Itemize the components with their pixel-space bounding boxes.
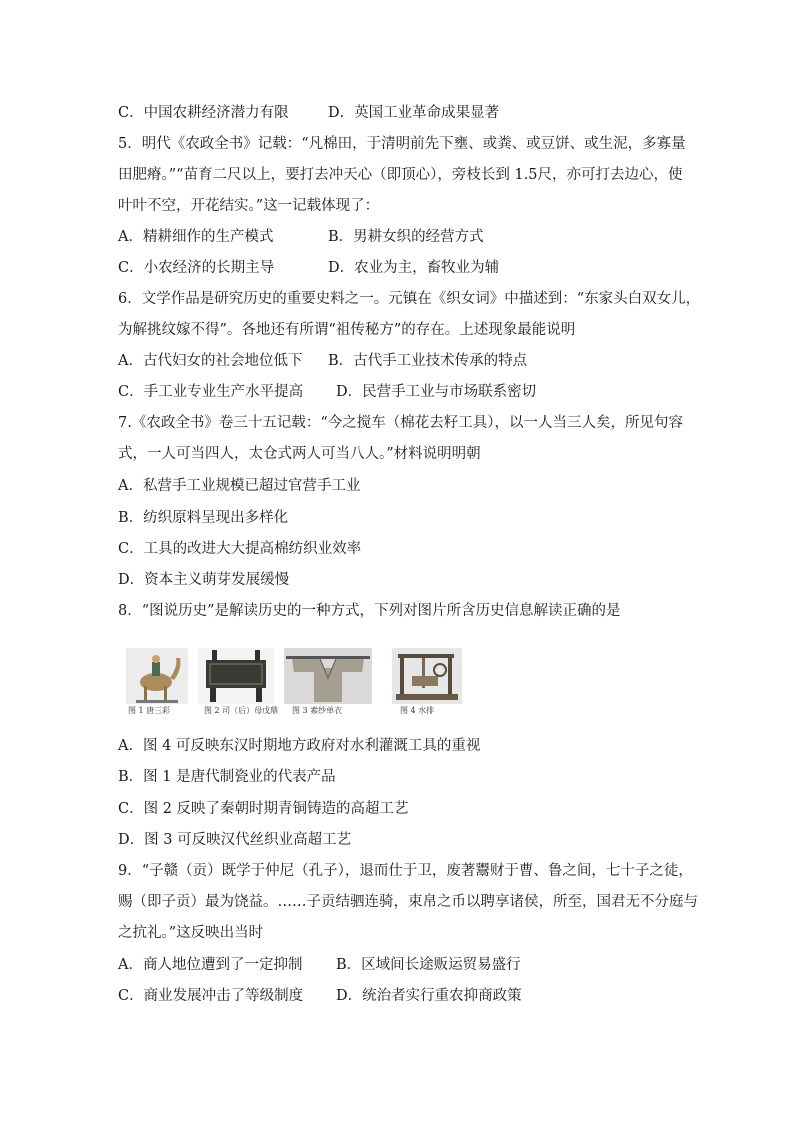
q7-stem-line2: 式，一人可当四人，太仓式两人可当八人。”材料说明明朝 [118, 446, 481, 462]
q6-option-b: B．古代手工业技术传承的特点 [328, 353, 528, 369]
q4-option-d: D．英国工业革命成果显著 [328, 105, 500, 121]
q6-stem-line1: 6．文学作品是研究历史的重要史料之一。元镇在《织女词》中描述到：“东家头白双女儿， [118, 291, 701, 307]
q7-option-b: B．纺织原料呈现出多样化 [118, 510, 289, 526]
q8-option-b: B．图 1 是唐代制瓷业的代表产品 [118, 769, 336, 785]
tang-sancai-figure [126, 648, 188, 704]
q5-stem-line3: 叶叶不空，开花结实。”这一记载体现了： [118, 198, 380, 214]
q9-option-c: C．商业发展冲击了等级制度 [118, 988, 304, 1004]
q5-option-a: A．精耕细作的生产模式 [118, 229, 274, 245]
fig3-caption: 图 3 素纱单衣 [292, 706, 343, 715]
q6-option-a: A．古代妇女的社会地位低下 [118, 353, 303, 369]
q8-option-d: D．图 3 可反映汉代丝织业高超工艺 [118, 832, 352, 848]
q8-option-a: A．图 4 可反映东汉时期地方政府对水利灌溉工具的重视 [118, 738, 481, 754]
silk-gown-figure [284, 648, 372, 704]
q5-option-d: D．农业为主，畜牧业为辅 [328, 260, 500, 276]
fig4-caption: 图 4 水排 [400, 706, 435, 715]
q7-option-c: C．工具的改进大大提高棉纺织业效率 [118, 541, 362, 557]
bronze-ding-figure [198, 648, 274, 704]
q9-stem-line1: 9．“子赣（贡）既学于仲尼（孔子），退而仕于卫，废著鬻财于曹、鲁之间，七十子之徒， [118, 863, 693, 879]
q7-stem-line1: 7.《农政全书》卷三十五记载：“今之搅车（棉花去籽工具），以一人当三人矣，所见句容 [118, 415, 683, 431]
q7-option-d: D．资本主义萌芽发展缓慢 [118, 572, 290, 588]
q4-option-c: C．中国农耕经济潜力有限 [118, 105, 289, 121]
q6-stem-line2: 为解挑纹嫁不得”。各地还有所谓“祖传秘方”的存在。上述现象最能说明 [118, 322, 576, 338]
q9-option-d: D．统治者实行重农抑商政策 [336, 988, 522, 1004]
q8-stem: 8．“图说历史”是解读历史的一种方式，下列对图片所含历史信息解读正确的是 [118, 603, 621, 619]
water-bellows-figure [392, 648, 462, 704]
q9-option-b: B．区域间长途贩运贸易盛行 [336, 957, 521, 973]
q7-option-a: A．私营手工业规模已超过官营手工业 [118, 478, 361, 494]
q8-figure-strip [126, 648, 466, 718]
q6-option-d: D．民营手工业与市场联系密切 [336, 384, 537, 400]
q5-stem-line1: 5．明代《农政全书》记载：“凡棉田，于清明前先下壅、或粪、或豆饼、或生泥，多寡量 [118, 136, 686, 152]
q5-option-b: B．男耕女织的经营方式 [328, 229, 484, 245]
fig1-caption: 图 1 唐三彩 [128, 706, 171, 715]
q8-option-c: C．图 2 反映了秦朝时期青铜铸造的高超工艺 [118, 801, 409, 817]
q6-option-c: C．手工业专业生产水平提高 [118, 384, 304, 400]
q5-option-c: C．小农经济的长期主导 [118, 260, 275, 276]
q9-stem-line2: 赐（即子贡）最为饶益。……子贡结驷连骑，束帛之币以聘享诸侯，所至，国君无不分庭与 [118, 894, 698, 910]
q9-stem-line3: 之抗礼。”这反映出当时 [118, 925, 264, 941]
q9-option-a: A．商人地位遭到了一定抑制 [118, 957, 303, 973]
q5-stem-line2: 田肥瘠。”“苗育二尺以上，要打去冲天心（即顶心），旁枝长到 1.5尺，亦可打去边心，使 [118, 167, 683, 183]
fig2-caption: 图 2 司（后）母戊鼎 [204, 706, 279, 715]
